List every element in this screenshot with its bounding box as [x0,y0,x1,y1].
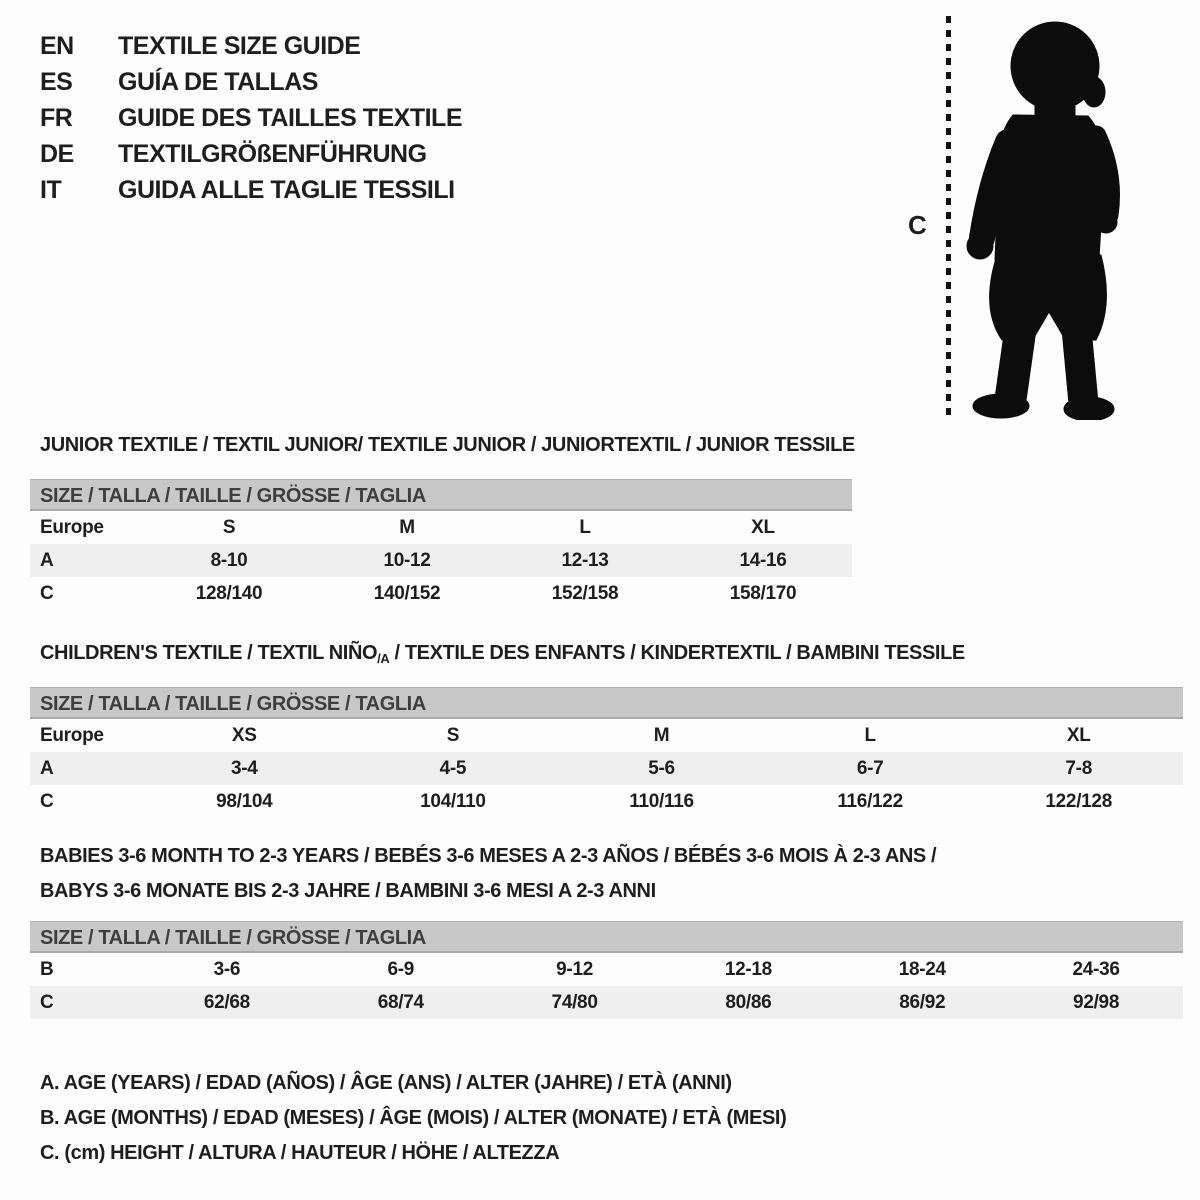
section-title-children-part2: / TEXTILE DES ENFANTS / KINDERTEXTIL / BAMBINI TESSILE [389,642,965,664]
size-table-junior [30,479,852,610]
language-title: GUÍA DE TALLAS [118,67,318,96]
table-cell: 104/110 [420,790,486,812]
row-label: Europe [40,724,104,746]
table-cell: 74/80 [551,991,598,1013]
legend-line-a: A. AGE (YEARS) / EDAD (AÑOS) / ÂGE (ANS) / ALTER (JAHRE) / ETÀ (ANNI) [40,1072,732,1094]
table-cell: 140/152 [373,582,441,604]
row-label: C [40,582,54,604]
table-cell: 80/86 [725,991,772,1013]
table-cell: XL [1066,724,1091,746]
table-cell: 86/92 [899,991,946,1013]
language-row-es [40,64,462,100]
language-code: IT [40,175,62,204]
table-cell: 10-12 [383,549,431,571]
size-table-babies [30,921,1183,1019]
table-cell: 12-13 [561,549,609,571]
table-header-junior: SIZE / TALLA / TAILLE / GRÖSSE / TAGLIA [30,479,852,511]
language-code: ES [40,67,73,96]
table-cell: M [653,724,670,746]
table-cell: S [222,516,236,538]
table-cell: 68/74 [377,991,424,1013]
table-cell: 110/116 [629,790,694,812]
table-cell: 6-9 [387,958,415,980]
table-cell: 158/170 [729,582,797,604]
table-cell: S [446,724,460,746]
section-title-children-part1: CHILDREN'S TEXTILE / TEXTIL NIÑO [40,642,378,664]
row-label: B [40,958,54,980]
table-cell: 116/122 [837,790,903,812]
legend-line-c: C. (cm) HEIGHT / ALTURA / HAUTEUR / HÖHE / ALTEZZA [40,1142,560,1164]
language-row-fr [40,100,462,136]
table-cell: 8-10 [210,549,248,571]
table-cell: 4-5 [439,757,467,779]
table-cell: 128/140 [195,582,263,604]
table-row-age [30,752,1183,785]
baby-silhouette-icon [958,10,1140,420]
table-cell: 6-7 [856,757,884,779]
table-cell: 7-8 [1065,757,1092,779]
legend-line-b: B. AGE (MONTHS) / EDAD (MESES) / ÂGE (MOIS) / ALTER (MONATE) / ETÀ (MESI) [40,1107,787,1129]
table-row-europe [30,511,852,544]
height-dashed-line [946,16,951,418]
language-row-it [40,172,462,208]
row-label: A [40,757,54,779]
section-title-children-sub: /A [377,651,390,666]
table-cell: 98/104 [216,790,273,812]
table-cell: 3-6 [213,958,241,980]
table-cell: 9-12 [556,958,593,980]
row-label: A [40,549,54,571]
language-code: FR [40,103,73,132]
size-table-children [30,687,1183,818]
table-cell: 122/128 [1045,790,1112,812]
table-row-age-months [30,953,1183,986]
language-title: GUIDE DES TAILLES TEXTILE [118,103,463,132]
section-title-babies-line1: BABIES 3-6 MONTH TO 2-3 YEARS / BEBÉS 3-6 MESES A 2-3 AÑOS / BÉBÉS 3-6 MOIS À 2-3 ANS / [40,845,937,867]
table-cell: 62/68 [203,991,250,1013]
language-code: DE [40,139,74,168]
language-row-en [40,28,462,64]
table-cell: L [864,724,876,746]
language-title: GUIDA ALLE TAGLIE TESSILI [118,175,455,204]
section-title-babies-line2: BABYS 3-6 MONATE BIS 2-3 JAHRE / BAMBINI 3-6 MESI A 2-3 ANNI [40,880,656,902]
table-cell: XS [231,724,257,746]
table-cell: XL [751,516,775,538]
table-cell: 3-4 [231,757,258,779]
language-title: TEXTILE SIZE GUIDE [118,31,361,60]
table-cell: 18-24 [898,958,946,980]
table-cell: L [579,516,591,538]
language-row-de [40,136,462,172]
table-row-europe [30,719,1183,752]
table-row-age [30,544,852,577]
language-code: EN [40,31,74,60]
table-cell: 24-36 [1072,958,1120,980]
table-row-height [30,577,852,610]
row-label: Europe [40,516,104,538]
language-list [40,28,462,208]
table-cell: 5-6 [648,757,675,779]
table-row-height [30,986,1183,1019]
row-label: C [40,790,54,812]
language-title: TEXTILGRÖßENFÜHRUNG [118,139,427,168]
section-title-children [40,642,965,666]
row-label: C [40,991,54,1013]
table-header-babies: SIZE / TALLA / TAILLE / GRÖSSE / TAGLIA [30,921,1183,953]
table-cell: 92/98 [1073,991,1120,1013]
table-cell: M [399,516,415,538]
section-title-junior: JUNIOR TEXTILE / TEXTIL JUNIOR/ TEXTILE JUNIOR / JUNIORTEXTIL / JUNIOR TESSILE [40,434,855,456]
table-row-height [30,785,1183,818]
table-header-children: SIZE / TALLA / TAILLE / GRÖSSE / TAGLIA [30,687,1183,719]
legend [40,1066,786,1171]
table-cell: 152/158 [551,582,619,604]
table-cell: 12-18 [724,958,772,980]
table-cell: 14-16 [739,549,787,571]
figure-height-label: C [908,210,927,240]
